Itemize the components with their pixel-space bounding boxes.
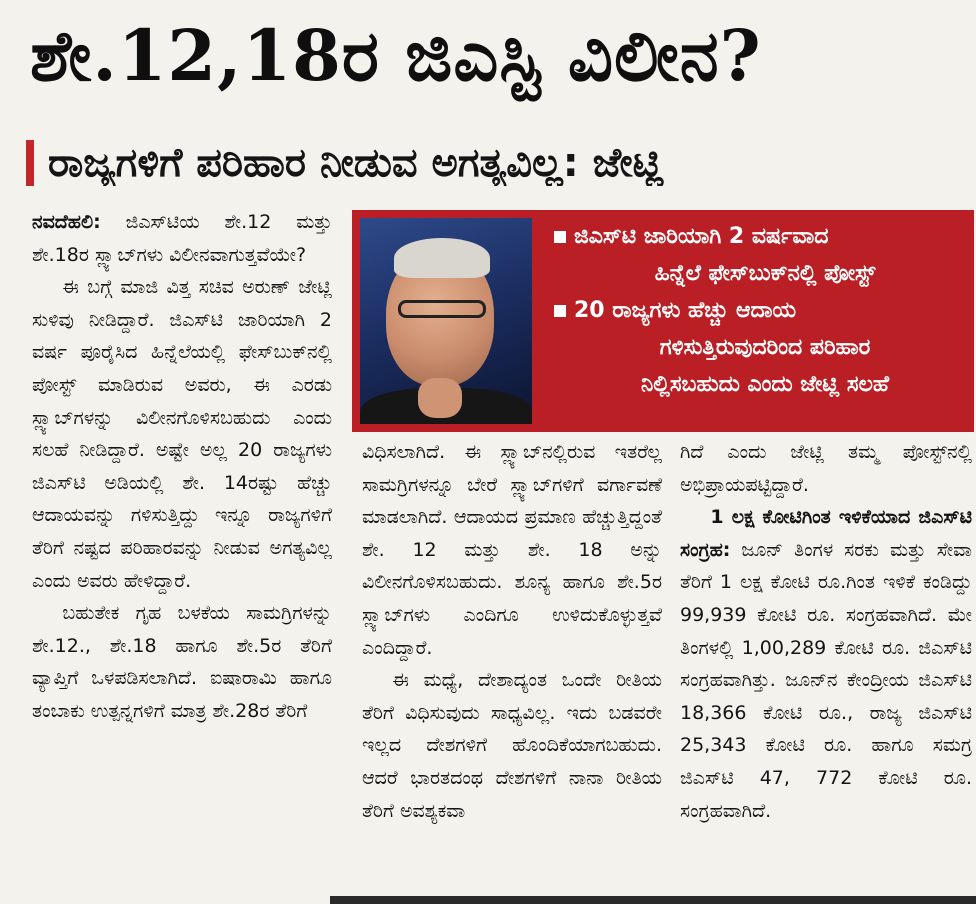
highlight-2-line1: 20 ರಾಜ್ಯಗಳು ಹೆಚ್ಚು ಆದಾಯ	[574, 298, 797, 323]
highlight-1	[554, 218, 956, 255]
subheadline	[26, 128, 971, 198]
highlight-1-line1: ಜಿಎಸ್‌ಟಿ ಜಾರಿಯಾಗಿ 2 ವರ್ಷವಾದ	[574, 224, 829, 249]
highlight-1-line2: ಹಿನ್ನೆಲೆ ಫೇಸ್‌ಬುಕ್‌ನಲ್ಲಿ ಪೋಸ್ಟ್	[654, 261, 876, 286]
photo-hair	[394, 238, 490, 278]
highlight-box	[352, 210, 974, 432]
bullet-square-icon	[554, 231, 566, 243]
bullet-square-icon	[554, 305, 566, 317]
paragraph-3: ಬಹುತೇಕ ಗೃಹ ಬಳಕೆಯ ಸಾಮಗ್ರಿಗಳನ್ನು ಶೇ.12., ಶೇ.18 ಹಾಗೂ ಶೇ.5ರ ತೆರಿಗೆ ವ್ಯಾಪ್ತಿಗೆ ಒಳಪಡಿಸಲಾಗಿದೆ. ಐಷಾರಾಮಿ ಹಾಗೂ ತಂಬಾಕು ಉತ್ಪನ್ನಗಳಿಗೆ ಮಾತ್ರ ಶೇ.28ರ ತೆರಿಗೆ	[32, 602, 332, 722]
subheadline-marker	[26, 140, 34, 186]
highlight-2-line3: ನಿಲ್ಲಿಸಬಹುದು ಎಂದು ಜೇಟ್ಲಿ ಸಲಹೆ	[641, 372, 889, 397]
dateline: ನವದೆಹಲಿ:	[32, 211, 101, 233]
highlight-bullets	[540, 210, 974, 432]
highlight-2	[554, 292, 956, 329]
photo-glasses	[398, 300, 486, 318]
column-2	[362, 436, 662, 827]
photo-hand	[418, 378, 462, 418]
column-3	[680, 436, 972, 827]
paragraph-7-text: ಜೂನ್ ತಿಂಗಳ ಸರಕು ಮತ್ತು ಸೇವಾ ತೆರಿಗೆ 1 ಲಕ್ಷ ಕೋಟಿ ರೂ.ಗಿಂತ ಇಳಿಕೆ ಕಂಡಿದ್ದು 99,939 ಕೋಟಿ ರೂ. ಸಂಗ್ರಹವಾಗಿದೆ. ಮೇ ತಿಂಗಳಲ್ಲಿ 1,00,289 ಕೋಟಿ ರೂ. ಜಿಎಸ್‌ಟಿ ಸಂಗ್ರಹವಾಗಿತ್ತು. ಜೂನ್‌ನ ಕೇಂದ್ರೀಯ ಜಿಎಸ್‌ಟಿ 18,366 ಕೋಟಿ ರೂ., ರಾಜ್ಯ ಜಿಎಸ್‌ಟಿ 25,343 ಕೋಟಿ ರೂ. ಹಾಗೂ ಸಮಗ್ರ ಜಿಎಸ್‌ಟಿ 47, 772 ಕೋಟಿ ರೂ. ಸಂಗ್ರಹವಾಗಿದೆ.	[680, 538, 972, 822]
subheadline-text: ರಾಜ್ಯಗಳಿಗೆ ಪರಿಹಾರ ನೀಡುವ ಅಗತ್ಯವಿಲ್ಲ: ಜೇಟ್ಲಿ	[48, 140, 664, 186]
jaitley-photo	[360, 218, 532, 424]
sub-heading: 1 ಲಕ್ಷ ಕೋಟಿಗಿಂತ ಇಳಿಕೆಯಾದ ಜಿಎಸ್‌ಟಿ ಸಂಗ್ರಹ:	[680, 506, 972, 561]
paragraph-2: ಈ ಬಗ್ಗೆ ಮಾಜಿ ವಿತ್ತ ಸಚಿವ ಅರುಣ್ ಜೇಟ್ಲಿ ಸುಳಿವು ನೀಡಿದ್ದಾರೆ. ಜಿಎಸ್‌ಟಿ ಜಾರಿಯಾಗಿ 2 ವರ್ಷ ಪೂರೈಸಿದ ಹಿನ್ನೆಲೆಯಲ್ಲಿ ಫೇಸ್‌ಬುಕ್‌ನಲ್ಲಿ ಪೋಸ್ಟ್ ಮಾಡಿರುವ ಅವರು, ಈ ಎರಡು ಸ್ಲ್ಯಾಬ್‌ಗಳನ್ನು ವಿಲೀನಗೊಳಿಸಬಹುದು ಎಂದು ಸಲಹೆ ನೀಡಿದ್ದಾರೆ. ಅಷ್ಟೇ ಅಲ್ಲ 20 ರಾಜ್ಯಗಳು ಜಿಎಸ್‌ಟಿ ಅಡಿಯಲ್ಲಿ ಶೇ. 14ರಷ್ಟು ಹೆಚ್ಚು ಆದಾಯವನ್ನು ಗಳಿಸುತ್ತಿದ್ದು ಇನ್ನೂ ರಾಜ್ಯಗಳಿಗೆ ತೆರಿಗೆ ನಷ್ಟದ ಪರಿಹಾರವನ್ನು ನೀಡುವ ಅಗತ್ಯವಿಲ್ಲ ಎಂದು ಅವರು ಹೇಳಿದ್ದಾರೆ.	[32, 276, 332, 592]
paragraph-6: ಗಿದೆ ಎಂದು ಜೇಟ್ಲಿ ತಮ್ಮ ಪೋಸ್ಟ್‌ನಲ್ಲಿ ಅಭಿಪ್ರಾಯಪಟ್ಟಿದ್ದಾರೆ.	[680, 441, 972, 496]
highlight-2-line2: ಗಳಿಸುತ್ತಿರುವುದರಿಂದ ಪರಿಹಾರ	[659, 335, 871, 360]
paragraph-5: ಈ ಮಧ್ಯೆ, ದೇಶಾದ್ಯಂತ ಒಂದೇ ರೀತಿಯ ತೆರಿಗೆ ವಿಧಿಸುವುದು ಸಾಧ್ಯವಿಲ್ಲ. ಇದು ಬಡವರೇ ಇಲ್ಲದ ದೇಶಗಳಿಗೆ ಹೊಂದಿಕೆಯಾಗಬಹುದು. ಆದರೆ ಭಾರತದಂಥ ದೇಶಗಳಿಗೆ ನಾನಾ ರೀತಿಯ ತೆರಿಗೆ ಅವಶ್ಯಕವಾ	[362, 669, 662, 822]
paragraph-1-text: ಜಿಎಸ್‌ಟಿಯ ಶೇ.12 ಮತ್ತು ಶೇ.18ರ ಸ್ಲ್ಯಾಬ್‌ಗಳು ವಿಲೀನವಾಗುತ್ತವೆಯೇ?	[32, 211, 332, 266]
paragraph-7	[680, 501, 972, 827]
column-1	[32, 206, 332, 728]
paragraph-1	[32, 206, 332, 271]
bottom-rule	[330, 896, 976, 904]
paragraph-4: ವಿಧಿಸಲಾಗಿದೆ. ಈ ಸ್ಲ್ಯಾಬ್‌ನಲ್ಲಿರುವ ಇತರೆಲ್ಲ ಸಾಮಗ್ರಿಗಳನ್ನೂ ಬೇರೆ ಸ್ಲ್ಯಾಬ್‌ಗಳಿಗೆ ವರ್ಗಾವಣೆ ಮಾಡಲಾಗಿದೆ. ಆದಾಯದ ಪ್ರಮಾಣ ಹೆಚ್ಚುತ್ತಿದ್ದಂತೆ ಶೇ. 12 ಮತ್ತು ಶೇ. 18 ಅನ್ನು ವಿಲೀನಗೊಳಿಸಬಹುದು. ಶೂನ್ಯ ಹಾಗೂ ಶೇ.5ರ ಸ್ಲ್ಯಾಬ್‌ಗಳು ಎಂದಿಗೂ ಉಳಿದುಕೊಳ್ಳುತ್ತವೆ ಎಂದಿದ್ದಾರೆ.	[362, 441, 662, 659]
headline: ಶೇ.12,18ರ ಜಿಎಸ್ಟಿ ವಿಲೀನ?	[30, 14, 762, 97]
